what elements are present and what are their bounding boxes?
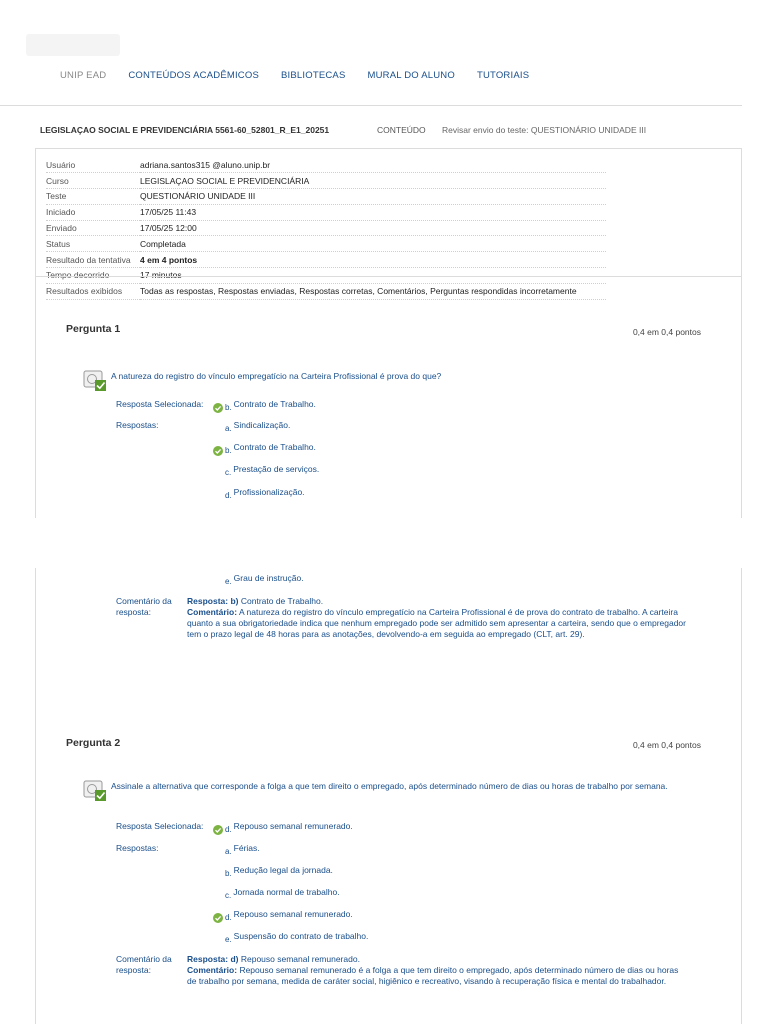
attempt-info-value: Completada (140, 236, 606, 252)
selected-answer (225, 399, 316, 412)
attempt-info-label: Curso (46, 173, 140, 189)
answer-letter: d. (225, 491, 232, 500)
answer-text: Contrato de Trabalho. (233, 442, 316, 452)
answers-label: Respostas: (116, 843, 159, 853)
attempt-info-value: adriana.santos315 @aluno.unip.br (140, 157, 606, 173)
question-1-comment (187, 596, 687, 640)
attempt-info-value: QUESTIONÁRIO UNIDADE III (140, 189, 606, 205)
answer-letter: a. (225, 847, 232, 856)
attempt-info-label: Iniciado (46, 204, 140, 220)
info-divider (36, 276, 741, 277)
attempt-info-value: Todas as respostas, Respostas enviadas, Respostas corretas, Comentários, Perguntas respondidas incorretamente (140, 283, 606, 299)
correct-check-icon (213, 913, 223, 923)
question-2-text: Assinale a alternativa que corresponde a folga a que tem direito o empregado, após determinado número de dias ou horas de trabalho por semana. (111, 781, 668, 791)
comment-answer-text: Repouso semanal remunerado. (240, 954, 360, 964)
comment-label-line: resposta: (116, 607, 151, 617)
attempt-info-value: 17/05/25 12:00 (140, 220, 606, 236)
selected-answer-label: Resposta Selecionada: (116, 821, 204, 831)
answer-option (225, 573, 304, 586)
check-icon (213, 403, 223, 413)
answer-letter: d. (225, 825, 232, 834)
attempt-info-label: Usuário (46, 157, 140, 173)
comment-answer-label: Resposta: b) (187, 596, 239, 606)
attempt-info-label: Status (46, 236, 140, 252)
answer-text: Repouso semanal remunerado. (233, 909, 353, 919)
answer-letter: b. (225, 403, 232, 412)
answer-option (225, 843, 260, 856)
comment-label (116, 596, 172, 618)
answer-letter: c. (225, 891, 232, 900)
comment-label-line: Comentário da (116, 596, 172, 606)
attempt-info-row (46, 173, 606, 189)
answer-letter: b. (225, 869, 232, 878)
attempt-info-label: Resultados exibidos (46, 283, 140, 299)
question-1-points: 0,4 em 0,4 pontos (632, 327, 701, 337)
question-1-title: Pergunta 1 (66, 323, 121, 335)
attempt-info-row (46, 236, 606, 252)
question-2-comment (187, 954, 687, 987)
answer-letter: a. (225, 424, 232, 433)
comment-title: Comentário: (187, 607, 238, 617)
answer-option (225, 887, 340, 900)
attempt-info-value: LEGISLAÇAO SOCIAL E PREVIDENCIÁRIA (140, 173, 606, 189)
attempt-info-row (46, 252, 606, 268)
check-icon (213, 825, 223, 835)
answer-text: Contrato de Trabalho. (233, 399, 316, 409)
review-panel-top (35, 148, 742, 518)
answer-letter: c. (225, 468, 232, 477)
answer-option-correct (225, 442, 316, 455)
selected-answer (225, 821, 353, 834)
comment-text: Repouso semanal remunerado é a folga a que tem direito o empregado, após determinado número de dias ou horas de trabalho por semana, medida de caráter social, higiênico e recreativo, visando à recuperação física e mental do trabalhador. (187, 965, 679, 986)
attempt-info-label: Resultado da tentativa (46, 252, 140, 268)
answer-text: Sindicalização. (233, 420, 291, 430)
comment-text: A natureza do registro do vínculo empregatício na Carteira Profissional é de prova do contrato de trabalho. A carteira quanto a sua obrigatoriedade indica que nenhum empregado pode ser admitido sem apresentar a carteira, sendo que o empregador tem o prazo legal de 48 horas para as anotações, devolvendo-a em seguida ao empregado (CLT, art. 29). (187, 607, 686, 639)
nav-mural-do-aluno[interactable]: MURAL DO ALUNO (367, 70, 455, 81)
answer-text: Redução legal da jornada. (233, 865, 333, 875)
main-navigation (60, 70, 551, 81)
attempt-info-row (46, 189, 606, 205)
nav-unip-ead[interactable]: UNIP EAD (60, 70, 107, 81)
breadcrumb-content[interactable]: CONTEÚDO (377, 125, 426, 135)
comment-label-line: resposta: (116, 965, 151, 975)
answer-option (225, 865, 333, 878)
question-1-text: A natureza do registro do vínculo empregatício na Carteira Profissional é prova do que? (111, 371, 442, 381)
answer-option (225, 420, 290, 433)
answer-text: Suspensão do contrato de trabalho. (233, 931, 369, 941)
answer-text: Jornada normal de trabalho. (233, 887, 340, 897)
answer-letter: d. (225, 913, 232, 922)
answer-letter: e. (225, 935, 232, 944)
answer-option-correct (225, 909, 353, 922)
attempt-info-row (46, 204, 606, 220)
answer-text: Profissionalização. (233, 487, 305, 497)
answer-letter: b. (225, 446, 232, 455)
attempt-info-table (46, 157, 606, 300)
nav-bibliotecas[interactable]: BIBLIOTECAS (281, 70, 346, 81)
answer-text: Férias. (233, 843, 260, 853)
answer-option (225, 931, 368, 944)
breadcrumb-course[interactable]: LEGISLAÇAO SOCIAL E PREVIDENCIÁRIA 5561-60_52801_R_E1_20251 (40, 125, 330, 135)
question-correct-icon (83, 370, 107, 392)
comment-label (116, 954, 172, 976)
question-correct-icon (83, 780, 107, 802)
comment-title: Comentário: (187, 965, 238, 975)
question-2-points: 0,4 em 0,4 pontos (632, 740, 701, 750)
nav-divider (0, 105, 742, 106)
comment-answer-text: Contrato de Trabalho. (240, 596, 324, 606)
selected-answer-label: Resposta Selecionada: (116, 399, 204, 409)
answer-text: Prestação de serviços. (233, 464, 320, 474)
breadcrumb (40, 125, 740, 139)
answer-text: Repouso semanal remunerado. (233, 821, 353, 831)
answer-option (225, 487, 305, 500)
nav-conteudos-academicos[interactable]: CONTEÚDOS ACADÊMICOS (128, 70, 259, 81)
answer-text: Grau de instrução. (233, 573, 304, 583)
correct-check-icon (213, 446, 223, 456)
question-2-title: Pergunta 2 (66, 737, 121, 749)
attempt-info-value: 17/05/25 11:43 (140, 204, 606, 220)
attempt-info-label: Teste (46, 189, 140, 205)
attempt-info-row (46, 220, 606, 236)
comment-answer-label: Resposta: d) (187, 954, 239, 964)
review-panel-bottom (35, 568, 742, 1024)
nav-tutoriais[interactable]: TUTORIAIS (476, 70, 530, 81)
site-logo[interactable] (26, 34, 120, 56)
attempt-info-value: 4 em 4 pontos (140, 252, 606, 268)
comment-label-line: Comentário da (116, 954, 172, 964)
answers-label: Respostas: (116, 420, 159, 430)
attempt-info-row (46, 283, 606, 299)
attempt-info-row (46, 157, 606, 173)
answer-option (225, 464, 319, 477)
answer-letter: e. (225, 577, 232, 586)
attempt-info-label: Enviado (46, 220, 140, 236)
breadcrumb-current-page: Revisar envio do teste: QUESTIONÁRIO UNIDADE III (442, 125, 647, 135)
